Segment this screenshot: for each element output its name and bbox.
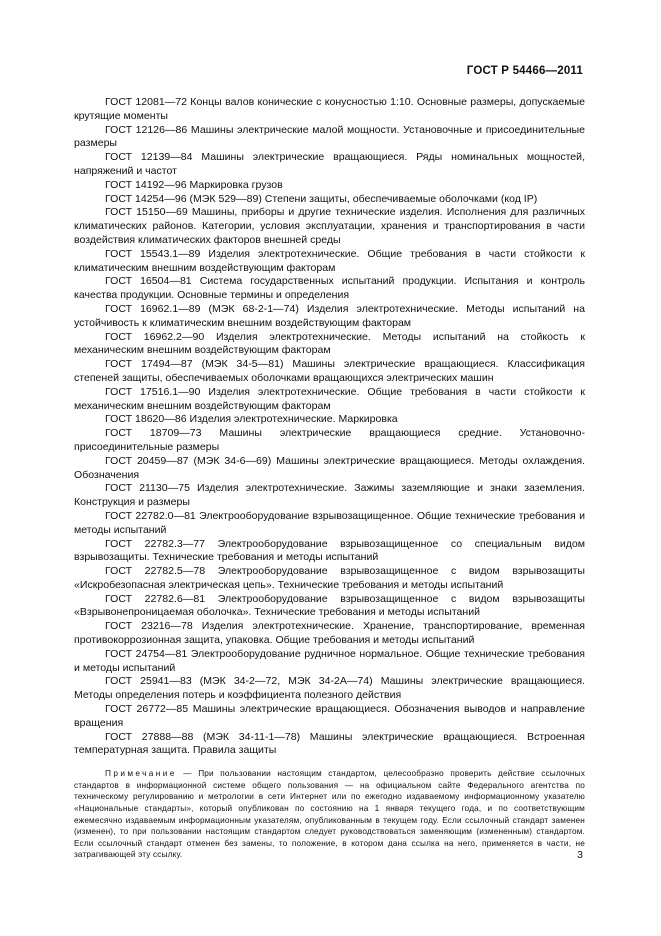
page-number: 3	[577, 849, 583, 861]
reference-entry: ГОСТ 27888—88 (МЭК 34-11-1—78) Машины электрические вращающиеся. Встроенная температурная защита. Правила защиты	[74, 730, 585, 757]
reference-entry: ГОСТ 18620—86 Изделия электротехнические. Маркировка	[105, 413, 398, 426]
reference-entry: ГОСТ 12081—72 Концы валов конические с конусностью 1:10. Основные размеры, допускаемые крутящие моменты	[74, 96, 585, 122]
reference-entry: ГОСТ 17516.1—90 Изделия электротехнические. Общие требования в части стойкости к механическим внешним воздействующим факторам	[74, 385, 585, 412]
reference-entry: ГОСТ 21130—75 Изделия электротехнические. Зажимы заземляющие и знаки заземления. Конструкция и размеры	[74, 482, 585, 509]
reference-entry: ГОСТ 12139—84 Машины электрические вращающиеся. Ряды номинальных мощностей, напряжений и частот	[74, 151, 585, 177]
reference-entry: ГОСТ 14254—96 (МЭК 529—89) Степени защиты, обеспечиваемые оболочками (код IP)	[105, 192, 538, 205]
reference-entry: ГОСТ 15150—69 Машины, приборы и другие технические изделия. Исполнения для различных климатических районов. Категории, условия эксплуатации, хранения и транспортирования в части воздействия климатических факторов внешней среды	[74, 206, 585, 246]
reference-entry: ГОСТ 20459—87 (МЭК 34-6—69) Машины электрические вращающиеся. Методы охлаждения. Обозначения	[74, 454, 585, 481]
reference-entry: ГОСТ 22782.3—77 Электрооборудование взрывозащищенное со специальным видом взрывозащиты. Технические требования и методы испытаний	[74, 537, 585, 564]
normative-references-body	[74, 96, 585, 861]
note-label: Примечание	[105, 769, 177, 779]
reference-entry: ГОСТ 23216—78 Изделия электротехнические. Хранение, транспортирование, временная противокоррозионная защита, упаковка. Общие требования и методы испытаний	[74, 620, 585, 647]
reference-entry: ГОСТ 22782.0—81 Электрооборудование взрывозащищенное. Общие технические требования и методы испытаний	[74, 509, 585, 536]
reference-entry: ГОСТ 24754—81 Электрооборудование рудничное нормальное. Общие технические требования и методы испытаний	[74, 647, 585, 674]
reference-entry: ГОСТ 16504—81 Система государственных испытаний продукции. Испытания и контроль качества продукции. Основные термины и определения	[74, 275, 585, 302]
reference-entry: ГОСТ 25941—83 (МЭК 34-2—72, МЭК 34-2А—74) Машины электрические вращающиеся. Методы определения потерь и коэффициента полезного действия	[74, 675, 585, 702]
reference-entry: ГОСТ 17494—87 (МЭК 34-5—81) Машины электрические вращающиеся. Классификация степеней защиты, обеспечиваемых оболочками вращающихся электрических машин	[74, 358, 585, 384]
reference-entry: ГОСТ 16962.2—90 Изделия электротехнические. Методы испытаний на стойкость к механическим внешним воздействующим факторам	[74, 330, 585, 357]
reference-entry: ГОСТ 14192—96 Маркировка грузов	[105, 178, 283, 191]
reference-entry: ГОСТ 18709—73 Машины электрические вращающиеся средние. Установочно-присоединительные размеры	[74, 427, 585, 453]
reference-entry: ГОСТ 22782.5—78 Электрооборудование взрывозащищенное с видом взрывозащиты «Искробезопасная электрическая цепь». Технические требования и методы испытаний	[74, 565, 585, 591]
reference-entry: ГОСТ 12126—86 Машины электрические малой мощности. Установочные и присоединительные размеры	[74, 123, 585, 150]
reference-entry: ГОСТ 16962.1—89 (МЭК 68-2-1—74) Изделия электротехнические. Методы испытаний на устойчивость к климатическим внешним воздействующим факторам	[74, 302, 585, 329]
document-code-header: ГОСТ Р 54466—2011	[466, 65, 583, 77]
note-paragraph	[74, 768, 585, 861]
reference-entry: ГОСТ 22782.6—81 Электрооборудование взрывозащищенное с видом взрывозащиты «Взрывонепроницаемая оболочка». Технические требования и методы испытаний	[74, 592, 585, 619]
reference-entry: ГОСТ 26772—85 Машины электрические вращающиеся. Обозначения выводов и направление вращения	[74, 703, 585, 729]
note-text: — При пользовании настоящим стандартом, целесообразно проверить действие ссылочных стандартов в информационной системе общего пользования — на официальном сайте Федерального агентства по техническому регулированию и метрологии в сети Интернет или по ежегодно издаваемому информационному указателю «Национальные стандарты», который опубликован по состоянию на 1 января текущего года, и по соответствующим ежемесячно издаваемым информационным указателям, опубликованным в текущем году. Если ссылочный стандарт заменен (изменен), то при пользовании настоящим стандартом следует руководствоваться заменяющим (измененным) стандартом. Если ссылочный стандарт отменен без замены, то положение, в котором дана ссылка на него, применяется в части, не затрагивающей эту ссылку.	[74, 769, 585, 860]
reference-entry: ГОСТ 15543.1—89 Изделия электротехнические. Общие требования в части стойкости к климатическим внешним воздействующим факторам	[74, 247, 585, 274]
